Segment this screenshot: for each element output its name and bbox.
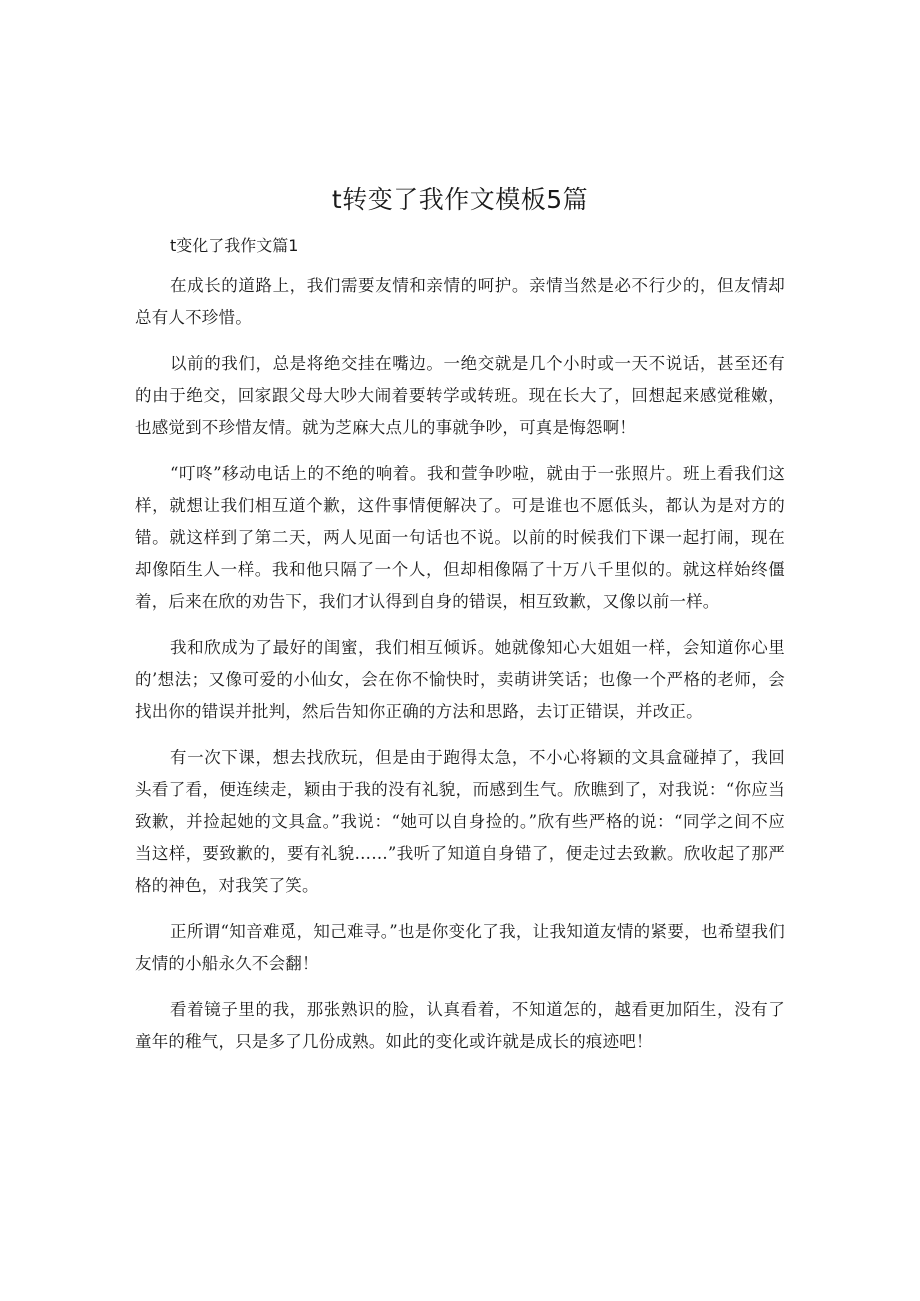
- paragraph: 看着镜子里的我，那张熟识的脸，认真看着，不知道怎的，越看更加陌生，没有了童年的稚气，只是多了几份成熟。如此的变化或许就是成长的痕迹吧！: [135, 1000, 785, 1051]
- paragraph: 正所谓“知音难觅，知己难寻。”也是你变化了我，让我知道友情的紧要，也希望我们友情的小船永久不会翻！: [135, 922, 785, 973]
- paragraph: “叮咚”移动电话上的不绝的响着。我和萱争吵啦，就由于一张照片。班上看我们这样，就想让我们相互道个歉，这件事情便解决了。可是谁也不愿低头，都认为是对方的错。就这样到了第二天，两人见面一句话也不说。以前的时候我们下课一起打闹，现在却像陌生人一样。我和他只隔了一个人，但却相像隔了十万八千里似的。就这样始终僵着，后来在欣的劝告下，我们才认得到自身的错误，相互致歉，又像以前一样。: [135, 464, 785, 611]
- paragraph: 有一次下课，想去找欣玩，但是由于跑得太急，不小心将颖的文具盒碰掉了，我回头看了看，便连续走，颖由于我的没有礼貌，而感到生气。欣瞧到了，对我说：“你应当致歉，并捡起她的文具盒。”我说：“她可以自身捡的。”欣有些严格的说：“同学之间不应当这样，要致歉的，要有礼貌……”我听了知道自身错了，便走过去致歉。欣收起了那严格的神色，对我笑了笑。: [135, 748, 785, 895]
- document-body: [135, 270, 785, 1072]
- document-title: t转变了我作文模板5篇: [331, 185, 589, 214]
- paragraph: 我和欣成为了最好的闺蜜，我们相互倾诉。她就像知心大姐姐一样，会知道你心里的’想法；又像可爱的小仙女，会在你不愉快时，卖萌讲笑话；也像一个严格的老师，会找出你的错误并批判，然后告知你正确的方法和思路，去订正错误，并改正。: [135, 638, 785, 721]
- paragraph: 在成长的道路上，我们需要友情和亲情的呵护。亲情当然是必不行少的，但友情却总有人不珍惜。: [135, 276, 785, 327]
- section-title: t变化了我作文篇1: [170, 236, 299, 255]
- paragraph: 以前的我们，总是将绝交挂在嘴边。一绝交就是几个小时或一天不说话，甚至还有的由于绝交，回家跟父母大吵大闹着要转学或转班。现在长大了，回想起来感觉稚嫩，也感觉到不珍惜友情。就为芝麻大点儿的事就争吵，可真是悔怨啊！: [135, 354, 785, 437]
